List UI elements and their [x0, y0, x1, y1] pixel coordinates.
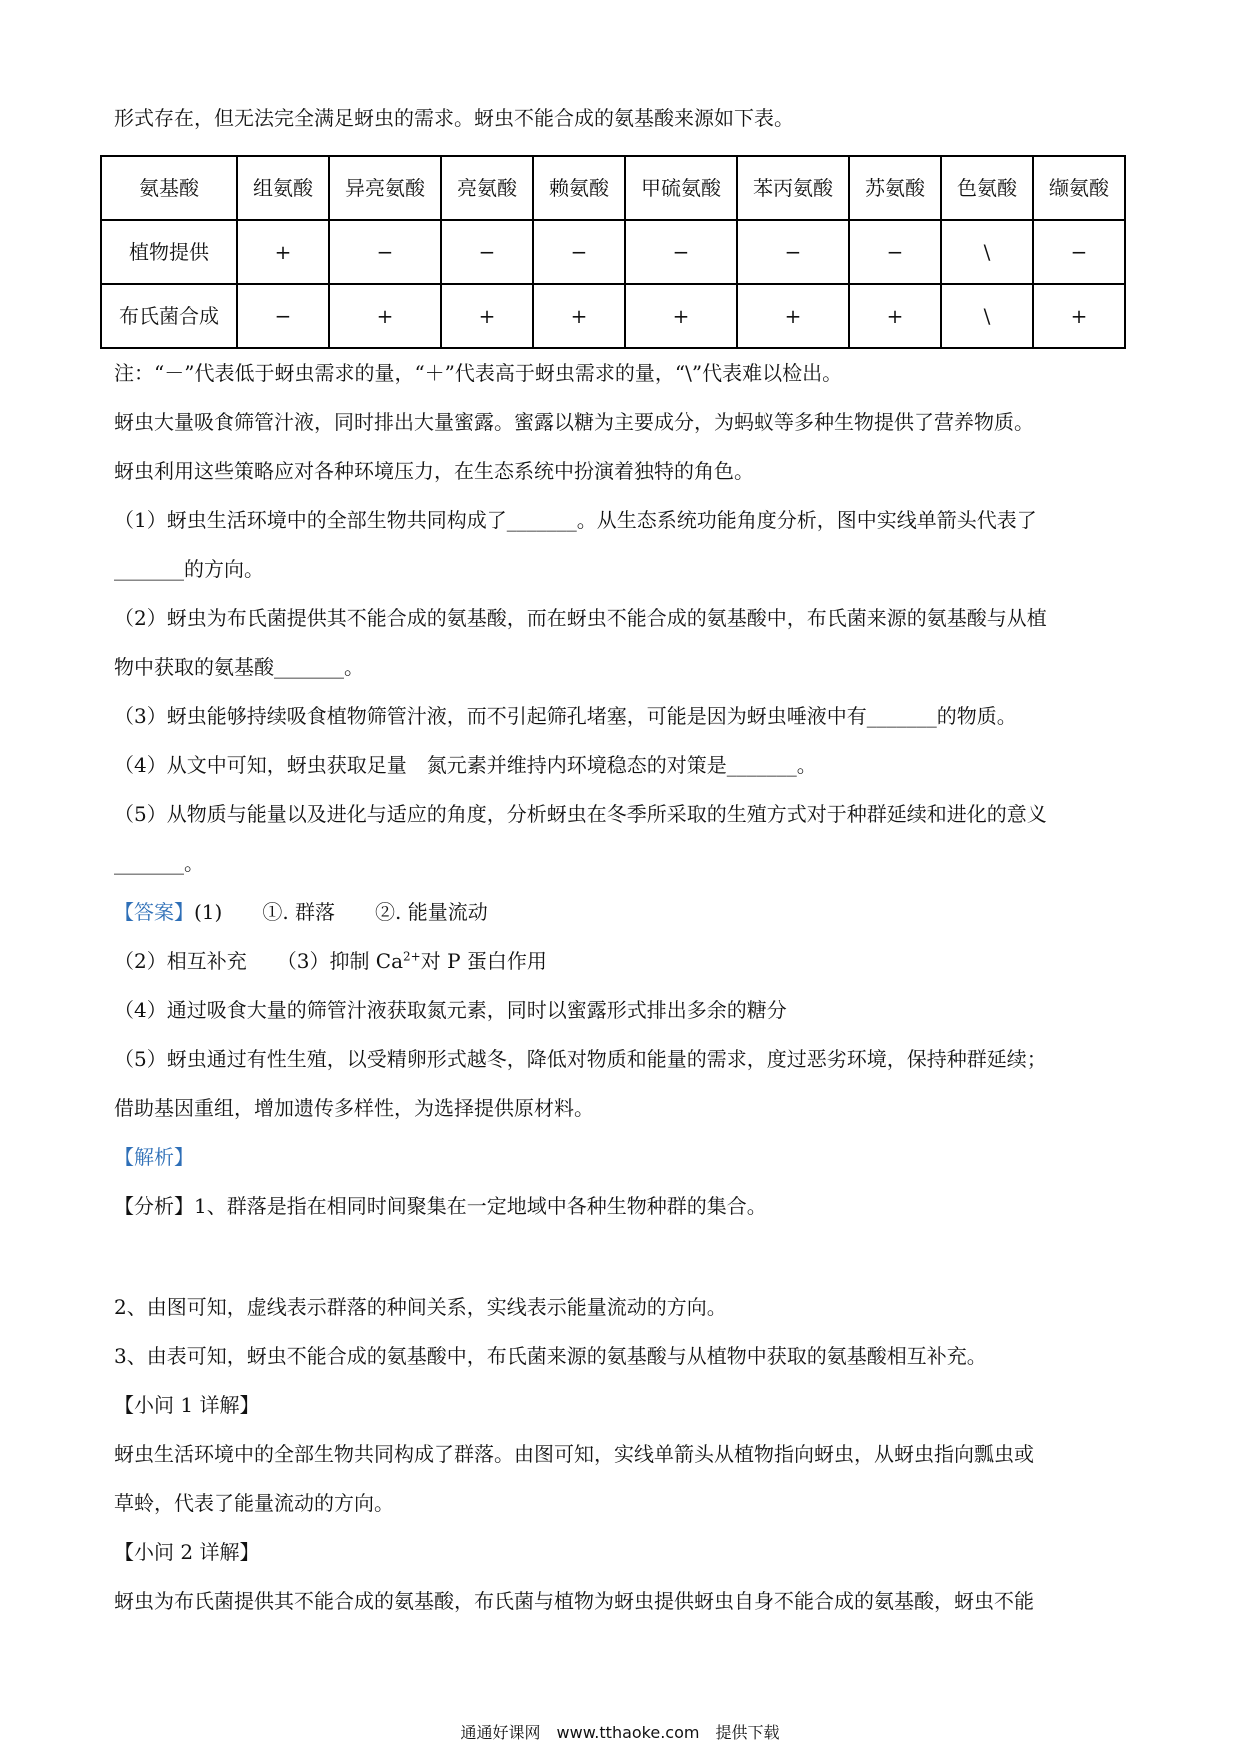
page-footer: 通通好课网 www.tthaoke.com 提供下载 — [460, 1723, 780, 1742]
table-cell: + — [441, 284, 533, 348]
analysis-2: 2、由图可知，虚线表示群落的种间关系，实线表示能量流动的方向。 — [114, 1295, 727, 1319]
question-2-line-1: （2）蚜虫为布氏菌提供其不能合成的氨基酸，而在蚜虫不能合成的氨基酸中，布氏菌来源的氨基酸与从植 — [114, 606, 1047, 630]
table-cell: − — [737, 220, 849, 284]
table-cell: − — [1033, 220, 1125, 284]
answer-line-1 — [114, 888, 1138, 937]
sub-question-2-tag: 【小问 2 详解】 — [114, 1540, 260, 1564]
question-5-line-1: （5）从物质与能量以及进化与适应的角度，分析蚜虫在冬季所采取的生殖方式对于种群延续和进化的意义 — [114, 802, 1047, 826]
table-header-cell: 组氨酸 — [237, 156, 329, 220]
table-header-cell: 苏氨酸 — [849, 156, 941, 220]
document-body — [114, 94, 1138, 1626]
table-header-cell: 苯丙氨酸 — [737, 156, 849, 220]
table-header-cell: 亮氨酸 — [441, 156, 533, 220]
table-header-cell: 氨基酸 — [101, 156, 237, 220]
table-cell: \ — [941, 220, 1033, 284]
question-1-line-2: _______的方向。 — [114, 557, 264, 581]
table-note: 注：“－”代表低于蚜虫需求的量，“＋”代表高于蚜虫需求的量，“\”代表难以检出。 — [114, 361, 843, 385]
answer-line-2 — [114, 937, 1138, 986]
table-cell: + — [533, 284, 625, 348]
analysis-tag: 【解析】 — [114, 1145, 194, 1169]
table-cell: − — [533, 220, 625, 284]
table-cell: − — [329, 220, 441, 284]
table-cell: + — [1033, 284, 1125, 348]
answer-4: （4）通过吸食大量的筛管汁液获取氮元素，同时以蜜露形式排出多余的糖分 — [114, 998, 787, 1022]
sub-question-2-line-1: 蚜虫为布氏菌提供其不能合成的氨基酸，布氏菌与植物为蚜虫提供蚜虫自身不能合成的氨基酸，蚜虫不能 — [114, 1589, 1034, 1613]
table-cell: + — [737, 284, 849, 348]
table-header-cell: 赖氨酸 — [533, 156, 625, 220]
table-cell: − — [625, 220, 737, 284]
answer-2-3-post: 对 P 蛋白作用 — [420, 949, 547, 973]
table-cell: \ — [941, 284, 1033, 348]
sub-question-1-line-2: 草蛉，代表了能量流动的方向。 — [114, 1491, 394, 1515]
table-cell: + — [329, 284, 441, 348]
answer-tag: 【答案】 — [114, 900, 194, 924]
table-header-cell: 异亮氨酸 — [329, 156, 441, 220]
paragraph: 蚜虫利用这些策略应对各种环境压力，在生态系统中扮演着独特的角色。 — [114, 459, 754, 483]
calcium-charge: 2+ — [403, 949, 421, 964]
table-header-cell: 色氨酸 — [941, 156, 1033, 220]
table-row — [101, 284, 1125, 348]
answer-5-line-2: 借助基因重组，增加遗传多样性，为选择提供原材料。 — [114, 1096, 594, 1120]
table-cell: 植物提供 — [101, 220, 237, 284]
sub-question-1-line-1: 蚜虫生活环境中的全部生物共同构成了群落。由图可知，实线单箭头从植物指向蚜虫，从蚜虫指向瓢虫或 — [114, 1442, 1034, 1466]
analysis-3: 3、由表可知，蚜虫不能合成的氨基酸中，布氏菌来源的氨基酸与从植物中获取的氨基酸相互补充。 — [114, 1344, 987, 1368]
sub-question-1-tag: 【小问 1 详解】 — [114, 1393, 260, 1417]
paragraph: 蚜虫大量吸食筛管汁液，同时排出大量蜜露。蜜露以糖为主要成分，为蚂蚁等多种生物提供了营养物质。 — [114, 410, 1034, 434]
table-cell: − — [237, 284, 329, 348]
analysis-1: 【分析】1、群落是指在相同时间聚集在一定地域中各种生物种群的集合。 — [114, 1194, 767, 1218]
question-4: （4）从文中可知，蚜虫获取足量 氮元素并维持内环境稳态的对策是_______。 — [114, 753, 817, 777]
answer-1: (1) ①. 群落 ②. 能量流动 — [194, 900, 488, 924]
spacer — [114, 1231, 1138, 1283]
question-5-line-2: _______。 — [114, 851, 204, 875]
question-3: （3）蚜虫能够持续吸食植物筛管汁液，而不引起筛孔堵塞，可能是因为蚜虫唾液中有_______的物质。 — [114, 704, 1017, 728]
question-2-line-2: 物中获取的氨基酸_______。 — [114, 655, 364, 679]
table-cell: − — [849, 220, 941, 284]
table-cell: + — [625, 284, 737, 348]
table-header-row — [101, 156, 1125, 220]
table-cell: + — [237, 220, 329, 284]
answer-5-line-1: （5）蚜虫通过有性生殖，以受精卵形式越冬，降低对物质和能量的需求，度过恶劣环境，保持种群延续； — [114, 1047, 1047, 1071]
table-row — [101, 220, 1125, 284]
amino-acid-table — [100, 155, 1126, 349]
table-cell: − — [441, 220, 533, 284]
intro-line: 形式存在，但无法完全满足蚜虫的需求。蚜虫不能合成的氨基酸来源如下表。 — [114, 106, 794, 130]
table-cell: 布氏菌合成 — [101, 284, 237, 348]
table-header-cell: 缬氨酸 — [1033, 156, 1125, 220]
answer-2-3-pre: （2）相互补充 （3）抑制 Ca — [114, 949, 404, 973]
question-1-line-1: （1）蚜虫生活环境中的全部生物共同构成了_______。从生态系统功能角度分析，图中实线单箭头代表了 — [114, 508, 1037, 532]
table-header-cell: 甲硫氨酸 — [625, 156, 737, 220]
table-cell: + — [849, 284, 941, 348]
